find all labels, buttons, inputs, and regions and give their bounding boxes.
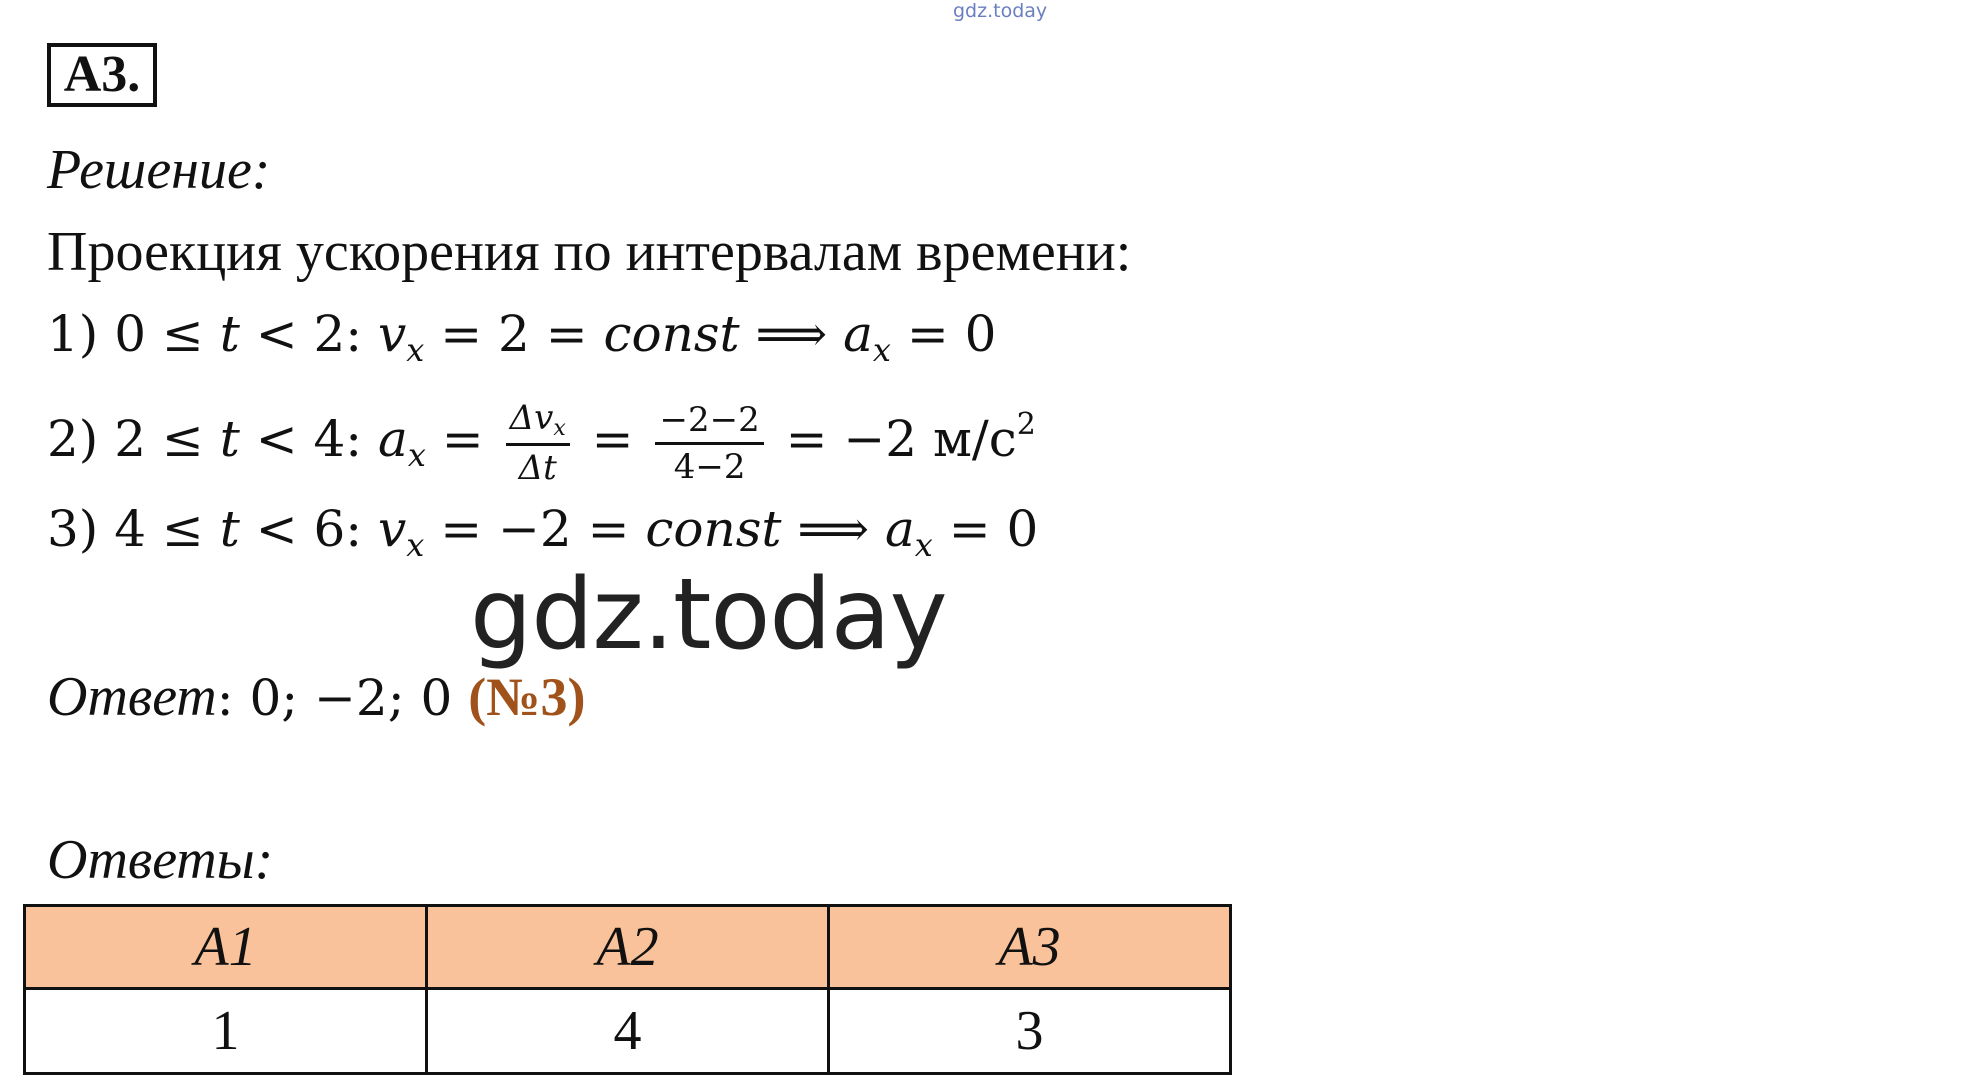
answer-line: Ответ: 0; −2; 0 (№3) bbox=[47, 666, 586, 728]
table-header-cell: А1 bbox=[25, 906, 427, 989]
table-cell: 1 bbox=[25, 989, 427, 1074]
table-header-cell: А3 bbox=[829, 906, 1231, 989]
table-header-cell: А2 bbox=[427, 906, 829, 989]
answer-reference: (№3) bbox=[468, 667, 586, 727]
table-cell: 4 bbox=[427, 989, 829, 1074]
answers-table bbox=[23, 904, 1232, 1075]
equation-line-3: 3) 4 ≤ t < 6: $v_x = -2$ = const ⟹ $a_x = 0$ bbox=[47, 500, 1039, 564]
table-row bbox=[25, 989, 1231, 1074]
watermark-center: gdz.today bbox=[470, 558, 947, 672]
solution-heading: Решение: bbox=[47, 139, 271, 201]
equation-line-1: 1) 0 ≤ t < 2: $v_x = 2$ = const ⟹ $a_x = 0$ bbox=[47, 305, 997, 369]
table-cell: 3 bbox=[829, 989, 1231, 1074]
table-header-row bbox=[25, 906, 1231, 989]
intro-text: Проекция ускорения по интервалам времени: bbox=[47, 221, 1132, 283]
answers-heading: Ответы: bbox=[47, 829, 274, 891]
fraction-values: $\frac{-2-2}{4-2}$ bbox=[655, 400, 763, 487]
task-label: А3. bbox=[47, 43, 157, 107]
watermark-top: gdz.today bbox=[953, 0, 1048, 22]
equation-line-2: 2) 2 ≤ t < 4: $a_x$ = $\frac{\Delta v_x}{\Delta t}$ = $\frac{-2-2}{4-2}$ = −2 $м/с^2$ bbox=[47, 398, 1036, 488]
fraction-delta: $\frac{\Delta v_x}{\Delta t}$ bbox=[506, 398, 570, 488]
